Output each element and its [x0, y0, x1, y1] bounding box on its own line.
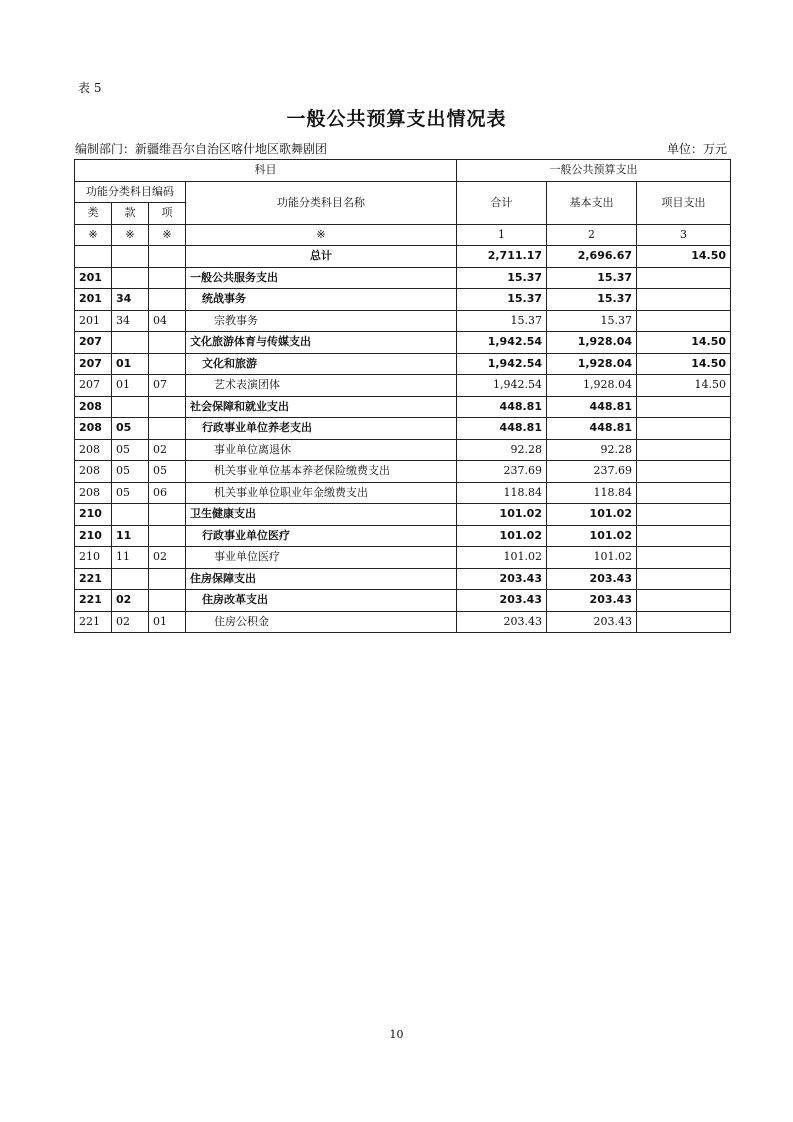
code-kuan [112, 396, 149, 418]
index-row [75, 224, 731, 246]
row-name: 机关事业单位基本养老保险缴费支出 [186, 461, 457, 483]
total-header: 合计 [457, 181, 547, 224]
code-xiang: 02 [149, 439, 186, 461]
row-name: 住房改革支出 [186, 590, 457, 612]
project-header: 项目支出 [637, 181, 731, 224]
row-project: 14.50 [637, 375, 731, 397]
row-project [637, 418, 731, 440]
subject-header: 科目 [75, 160, 457, 182]
row-project: 14.50 [637, 353, 731, 375]
row-name: 社会保障和就业支出 [186, 396, 457, 418]
empty-cell [112, 246, 149, 268]
code-lei: 207 [75, 375, 112, 397]
header-row-1 [75, 160, 731, 182]
row-basic: 15.37 [547, 267, 637, 289]
row-basic: 1,928.04 [547, 375, 637, 397]
row-project [637, 461, 731, 483]
row-total: 15.37 [457, 267, 547, 289]
row-name: 艺术表演团体 [186, 375, 457, 397]
table-row [75, 568, 731, 590]
row-project [637, 396, 731, 418]
code-kuan: 01 [112, 375, 149, 397]
row-total: 118.84 [457, 482, 547, 504]
index-mark: ※ [112, 224, 149, 246]
row-total: 101.02 [457, 547, 547, 569]
table-row [75, 267, 731, 289]
code-lei: 201 [75, 267, 112, 289]
code-kuan: 05 [112, 461, 149, 483]
table-row [75, 590, 731, 612]
basic-header: 基本支出 [547, 181, 637, 224]
total-project: 14.50 [637, 246, 731, 268]
index-number: 2 [547, 224, 637, 246]
row-name: 文化旅游体育与传媒支出 [186, 332, 457, 354]
code-kuan: 02 [112, 611, 149, 633]
table-row [75, 525, 731, 547]
row-name: 机关事业单位职业年金缴费支出 [186, 482, 457, 504]
total-row [75, 246, 731, 268]
code-lei: 210 [75, 525, 112, 547]
table-row [75, 375, 731, 397]
page-title: 一般公共预算支出情况表 [286, 108, 507, 130]
empty-cell [149, 246, 186, 268]
code-kuan: 01 [112, 353, 149, 375]
row-total: 1,942.54 [457, 353, 547, 375]
code-xiang: 06 [149, 482, 186, 504]
table-row [75, 418, 731, 440]
row-basic: 1,928.04 [547, 332, 637, 354]
table-row [75, 547, 731, 569]
table-row [75, 439, 731, 461]
index-number: 3 [637, 224, 731, 246]
code-xiang [149, 289, 186, 311]
row-basic: 203.43 [547, 568, 637, 590]
row-project [637, 267, 731, 289]
row-total: 448.81 [457, 418, 547, 440]
row-total: 237.69 [457, 461, 547, 483]
row-name: 行政事业单位医疗 [186, 525, 457, 547]
code-xiang [149, 396, 186, 418]
code-lei: 207 [75, 332, 112, 354]
code-xiang: 02 [149, 547, 186, 569]
row-total: 101.02 [457, 504, 547, 526]
table-row [75, 353, 731, 375]
code-kuan: 05 [112, 439, 149, 461]
row-total: 448.81 [457, 396, 547, 418]
code-xiang: 07 [149, 375, 186, 397]
row-project [637, 611, 731, 633]
total-label: 总计 [186, 246, 457, 268]
code-lei: 210 [75, 547, 112, 569]
total-basic: 2,696.67 [547, 246, 637, 268]
code-kuan [112, 332, 149, 354]
code-lei: 221 [75, 611, 112, 633]
index-mark: ※ [149, 224, 186, 246]
code-lei: 208 [75, 418, 112, 440]
budget-header: 一般公共预算支出 [457, 160, 731, 182]
table-row [75, 611, 731, 633]
row-total: 203.43 [457, 611, 547, 633]
code-lei: 207 [75, 353, 112, 375]
row-basic: 92.28 [547, 439, 637, 461]
name-header: 功能分类科目名称 [186, 181, 457, 224]
lei-header: 类 [75, 203, 112, 225]
code-xiang [149, 504, 186, 526]
kuan-header: 款 [112, 203, 149, 225]
table-row [75, 461, 731, 483]
code-xiang [149, 267, 186, 289]
header-row-2 [75, 181, 731, 203]
code-xiang [149, 525, 186, 547]
row-basic: 448.81 [547, 396, 637, 418]
row-project [637, 289, 731, 311]
row-total: 1,942.54 [457, 375, 547, 397]
code-xiang: 04 [149, 310, 186, 332]
code-xiang: 01 [149, 611, 186, 633]
row-name: 统战事务 [186, 289, 457, 311]
row-project [637, 525, 731, 547]
empty-cell [75, 246, 112, 268]
row-name: 事业单位离退休 [186, 439, 457, 461]
table-row [75, 310, 731, 332]
code-lei: 221 [75, 568, 112, 590]
row-project [637, 568, 731, 590]
code-kuan: 02 [112, 590, 149, 612]
code-lei: 208 [75, 482, 112, 504]
row-basic: 101.02 [547, 504, 637, 526]
unit-label: 单位：万元 [666, 142, 727, 156]
row-name: 宗教事务 [186, 310, 457, 332]
row-basic: 203.43 [547, 590, 637, 612]
row-name: 一般公共服务支出 [186, 267, 457, 289]
code-lei: 208 [75, 461, 112, 483]
code-kuan: 11 [112, 525, 149, 547]
row-basic: 448.81 [547, 418, 637, 440]
code-lei: 210 [75, 504, 112, 526]
table-row [75, 332, 731, 354]
table-row [75, 482, 731, 504]
code-kuan: 11 [112, 547, 149, 569]
row-basic: 237.69 [547, 461, 637, 483]
budget-table [74, 159, 731, 633]
code-xiang [149, 332, 186, 354]
row-total: 15.37 [457, 310, 547, 332]
row-name: 行政事业单位养老支出 [186, 418, 457, 440]
code-xiang [149, 568, 186, 590]
row-project [637, 439, 731, 461]
row-basic: 1,928.04 [547, 353, 637, 375]
row-project [637, 482, 731, 504]
code-kuan [112, 504, 149, 526]
table-number: 表 5 [78, 81, 102, 95]
table-row [75, 289, 731, 311]
code-kuan: 05 [112, 482, 149, 504]
code-lei: 208 [75, 439, 112, 461]
code-group-header: 功能分类科目编码 [75, 181, 186, 203]
department-label: 编制部门：新疆维吾尔自治区喀什地区歌舞剧团 [75, 142, 328, 156]
row-project [637, 590, 731, 612]
index-number: 1 [457, 224, 547, 246]
code-xiang [149, 590, 186, 612]
row-basic: 118.84 [547, 482, 637, 504]
row-project [637, 310, 731, 332]
total-sum: 2,711.17 [457, 246, 547, 268]
row-basic: 15.37 [547, 289, 637, 311]
row-total: 92.28 [457, 439, 547, 461]
row-project: 14.50 [637, 332, 731, 354]
table-row [75, 504, 731, 526]
code-lei: 208 [75, 396, 112, 418]
code-lei: 201 [75, 289, 112, 311]
row-basic: 203.43 [547, 611, 637, 633]
row-name: 事业单位医疗 [186, 547, 457, 569]
xiang-header: 项 [149, 203, 186, 225]
code-xiang [149, 353, 186, 375]
row-total: 203.43 [457, 590, 547, 612]
row-name: 卫生健康支出 [186, 504, 457, 526]
code-kuan [112, 267, 149, 289]
code-kuan [112, 568, 149, 590]
row-project [637, 504, 731, 526]
index-mark: ※ [186, 224, 457, 246]
row-total: 15.37 [457, 289, 547, 311]
row-name: 文化和旅游 [186, 353, 457, 375]
code-xiang: 05 [149, 461, 186, 483]
row-basic: 101.02 [547, 525, 637, 547]
code-lei: 221 [75, 590, 112, 612]
row-total: 1,942.54 [457, 332, 547, 354]
row-name: 住房保障支出 [186, 568, 457, 590]
code-kuan: 34 [112, 310, 149, 332]
code-xiang [149, 418, 186, 440]
row-basic: 101.02 [547, 547, 637, 569]
page-number: 10 [389, 1028, 404, 1041]
row-total: 101.02 [457, 525, 547, 547]
row-project [637, 547, 731, 569]
row-name: 住房公积金 [186, 611, 457, 633]
table-row [75, 396, 731, 418]
row-total: 203.43 [457, 568, 547, 590]
code-kuan: 05 [112, 418, 149, 440]
index-mark: ※ [75, 224, 112, 246]
row-basic: 15.37 [547, 310, 637, 332]
code-lei: 201 [75, 310, 112, 332]
code-kuan: 34 [112, 289, 149, 311]
